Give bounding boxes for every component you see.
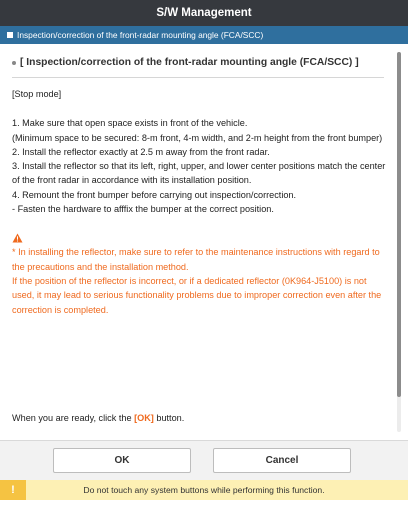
- ok-button[interactable]: OK: [53, 448, 191, 473]
- ready-suffix: button.: [153, 413, 185, 423]
- warning-triangle-icon: [12, 233, 23, 243]
- instruction-panel: [12, 56, 390, 428]
- exclamation-icon: !: [0, 480, 26, 500]
- section-heading: [20, 56, 390, 70]
- scrollbar-thumb[interactable]: [397, 52, 401, 397]
- function-header-text: Inspection/correction of the front-radar mounting angle (FCA/SCC): [17, 30, 264, 40]
- footer-notice: [0, 480, 408, 500]
- instruction-steps: 1. Make sure that open space exists in front of the vehicle. (Minimum space to be secured: 8-m front, 4-m width, and 2-m height from the front bumper) 2. Install the reflector exactly at 2.5 m away from the front radar. 3. Install the reflector so that its left, right, upper, and lower center positions match the center of the front radar in accordance with its installation position. 4. Remount the front bumper before carrying out inspection/correction. - Fasten the hardware to afffix the bumper at the correct position.: [12, 118, 386, 215]
- cancel-button[interactable]: Cancel: [213, 448, 351, 473]
- ready-prefix: When you are ready, click the: [12, 413, 135, 423]
- footer-notice-text: Do not touch any system buttons while performing this function.: [83, 485, 325, 495]
- divider: [12, 77, 384, 78]
- button-bar: [0, 440, 408, 480]
- warning-text: * In installing the reflector, make sure to refer to the maintenance instructions with regard to the precautions and the installation method. If the position of the reflector is incorrect, or if a dedicated reflector (0K964-J5100) is not used, it may lead to serious functionality problems due to improper correction even after the correction is completed.: [12, 247, 382, 315]
- ready-instruction: [12, 411, 184, 425]
- mode-label: [Stop mode]: [12, 89, 62, 99]
- section-heading-text: [ Inspection/correction of the front-radar mounting angle (FCA/SCC) ]: [20, 57, 359, 68]
- ok-reference: [OK]: [134, 413, 154, 423]
- bullet-icon: [12, 61, 16, 65]
- function-header: [0, 26, 408, 44]
- scrollbar[interactable]: [397, 52, 401, 432]
- square-icon: [7, 32, 13, 38]
- window-title: S/W Management: [0, 0, 408, 26]
